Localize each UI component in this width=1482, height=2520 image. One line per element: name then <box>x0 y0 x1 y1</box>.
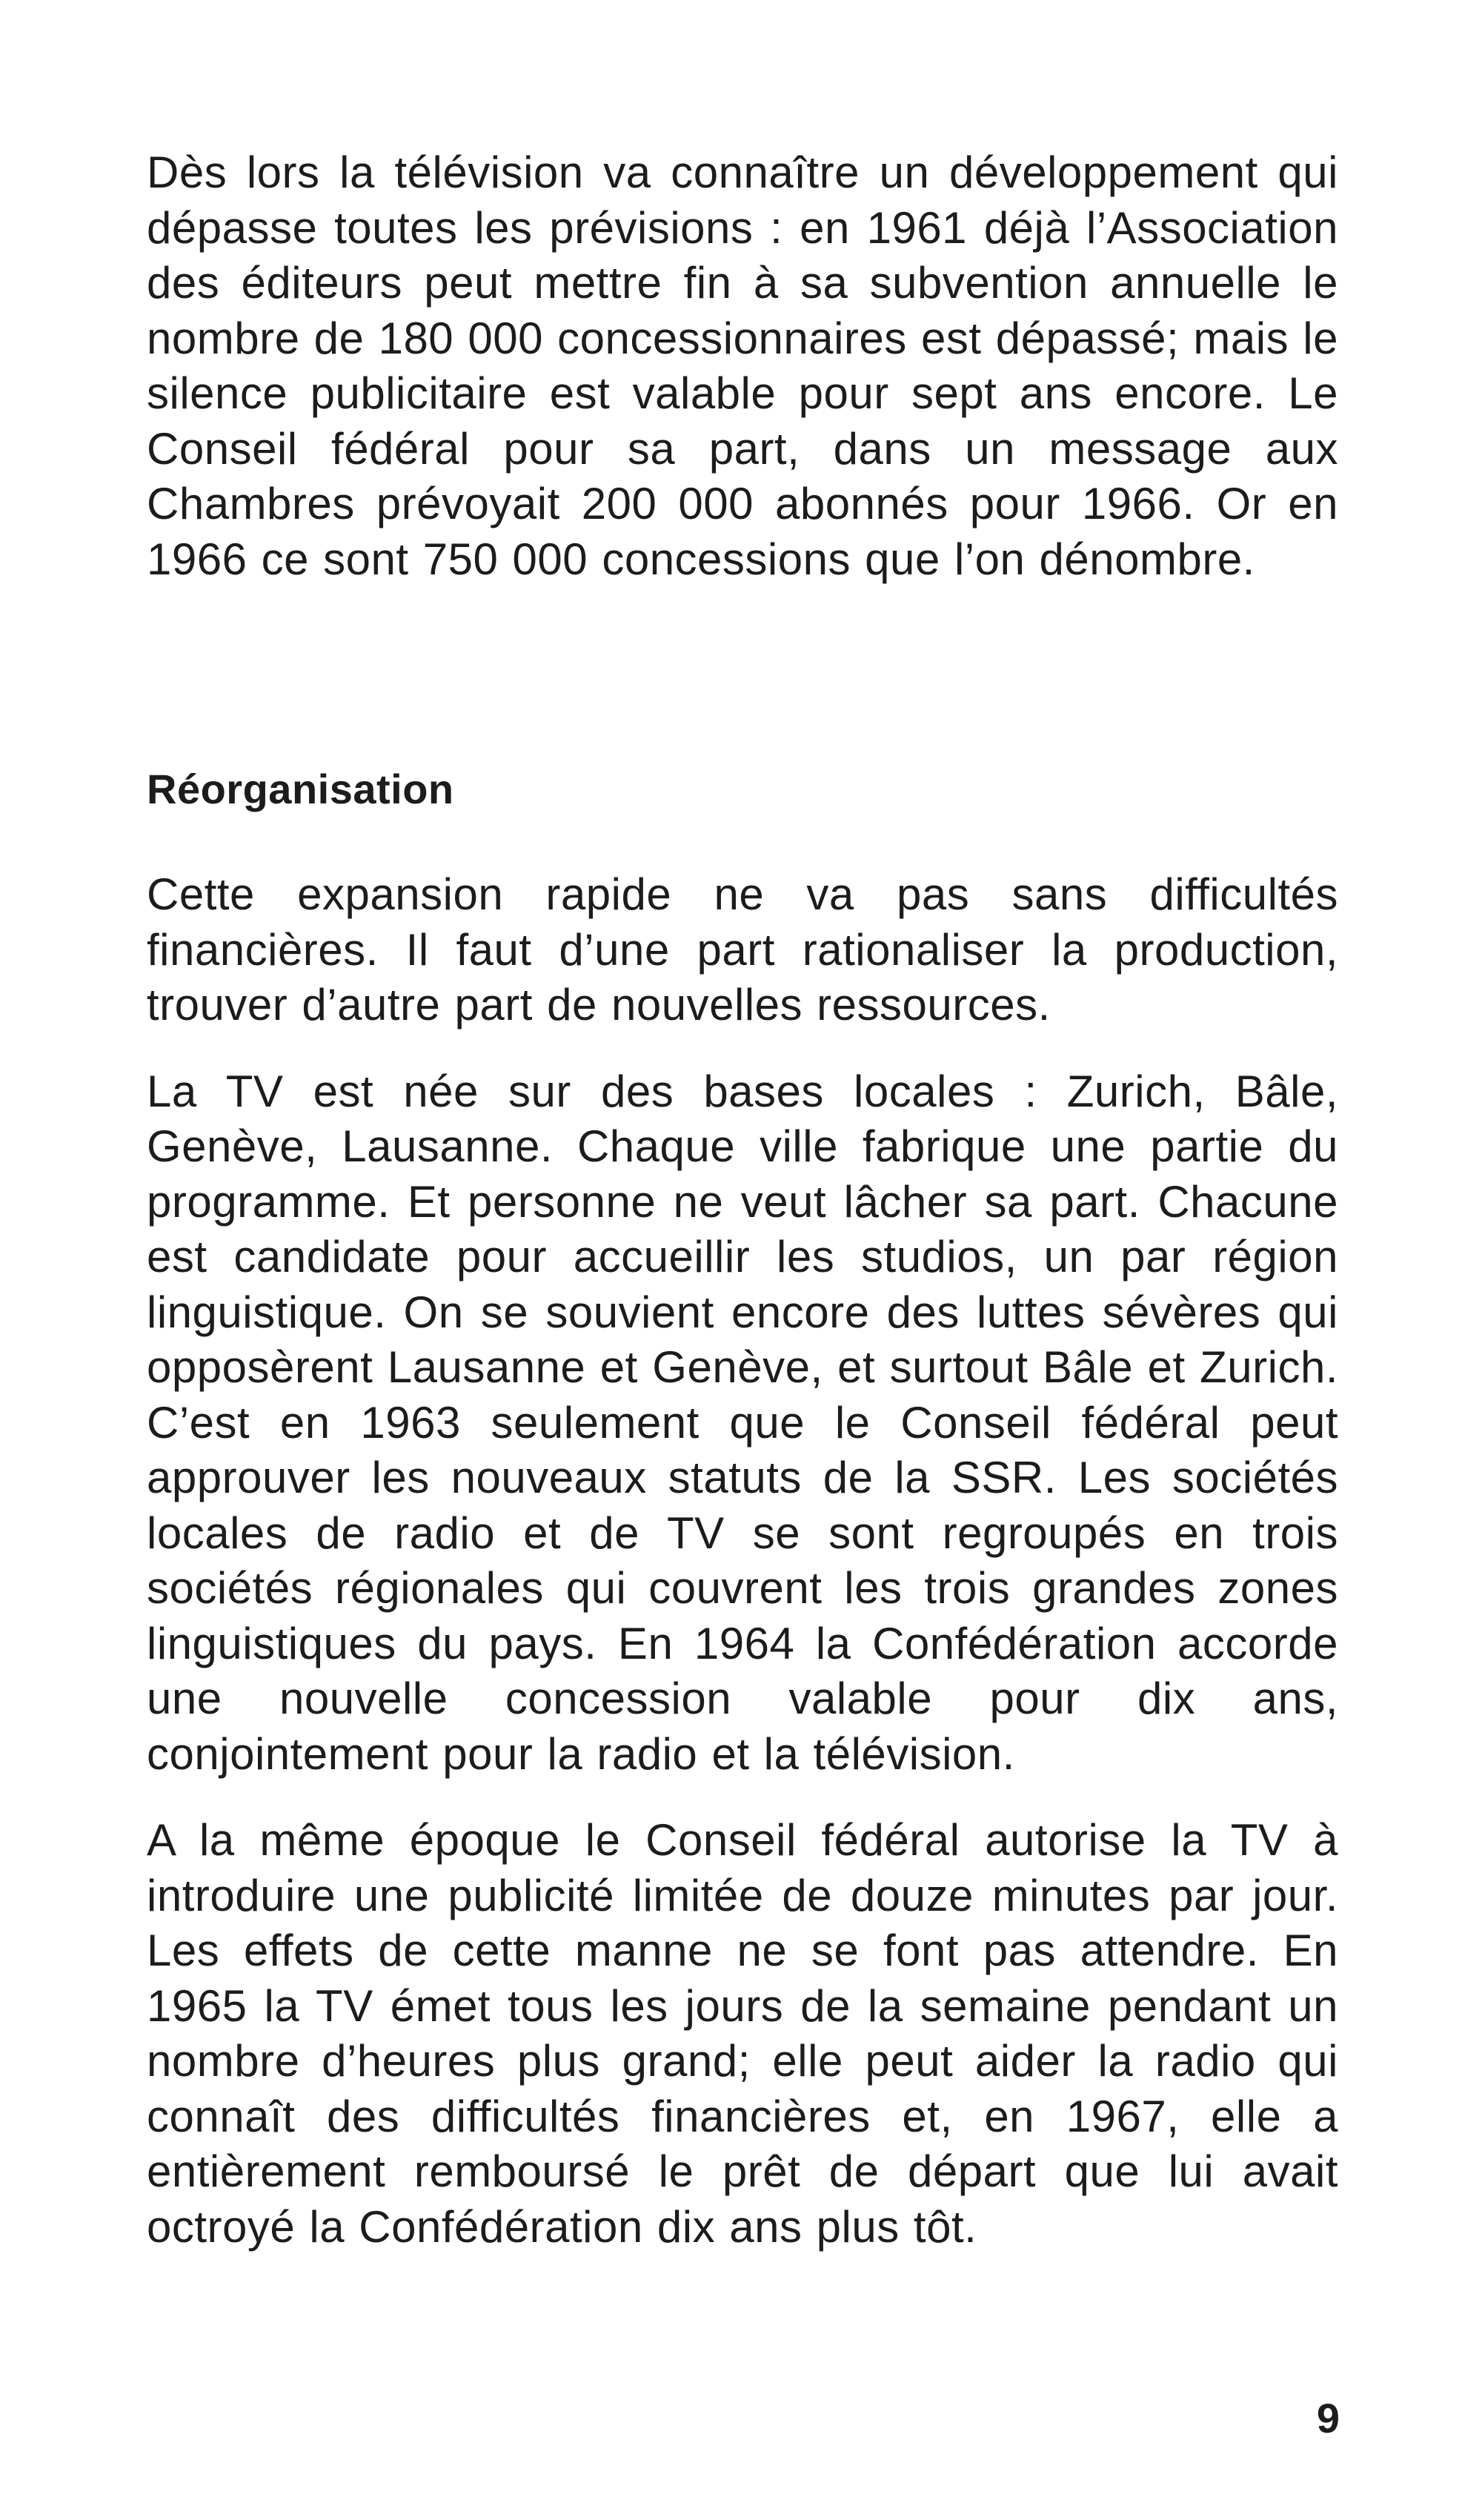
intro-paragraph: Dès lors la télévision va connaître un développement qui dépasse toutes les prévisions : en 1961 déjà l’Association des éditeurs peut mettre fin à sa subvention annuelle le nombre de 180 000 concessionnaires est dépassé; mais le silence publicitaire est valable pour sept ans encore. Le Conseil fédéral pour sa part, dans un message aux Chambres prévoyait 200 000 abonnés pour 1966. Or en 1966 ce sont 750 000 concessions que l’on dénombre. <box>147 147 1338 584</box>
section-paragraph-1: Cette expansion rapide ne va pas sans difficultés financières. Il faut d’une part rationaliser la production, trouver d’autre part de nouvelles ressources. <box>147 869 1338 1029</box>
page-number: 9 <box>1316 2395 1340 2441</box>
section-heading: Réorganisation <box>147 766 454 812</box>
section-paragraph-2: La TV est née sur des bases locales : Zurich, Bâle, Genève, Lausanne. Chaque ville fabrique une partie du programme. Et personne ne veut lâcher sa part. Chacune est candidate pour accueillir les studios, un par région linguistique. On se souvient encore des luttes sévères qui opposèrent Lausanne et Genève, et surtout Bâle et Zurich. C’est en 1963 seulement que le Conseil fédéral peut approuver les nouveaux statuts de la SSR. Les sociétés locales de radio et de TV se sont regroupés en trois sociétés régionales qui couvrent les trois grandes zones linguistiques du pays. En 1964 la Confédération accorde une nouvelle concession valable pour dix ans, conjointement pour la radio et la télévision. <box>147 1066 1338 1779</box>
section-text-block <box>147 867 1338 2255</box>
intro-text-block <box>147 145 1338 587</box>
section-paragraph-3: A la même époque le Conseil fédéral autorise la TV à introduire une publicité limitée de douze minutes par jour. Les effets de cette manne ne se font pas attendre. En 1965 la TV émet tous les jours de la semaine pendant un nombre d’heures plus grand; elle peut aider la radio qui connaît des difficultés financières et, en 1967, elle a entièrement remboursé le prêt de départ que lui avait octroyé la Confédération dix ans plus tôt. <box>147 1815 1338 2252</box>
